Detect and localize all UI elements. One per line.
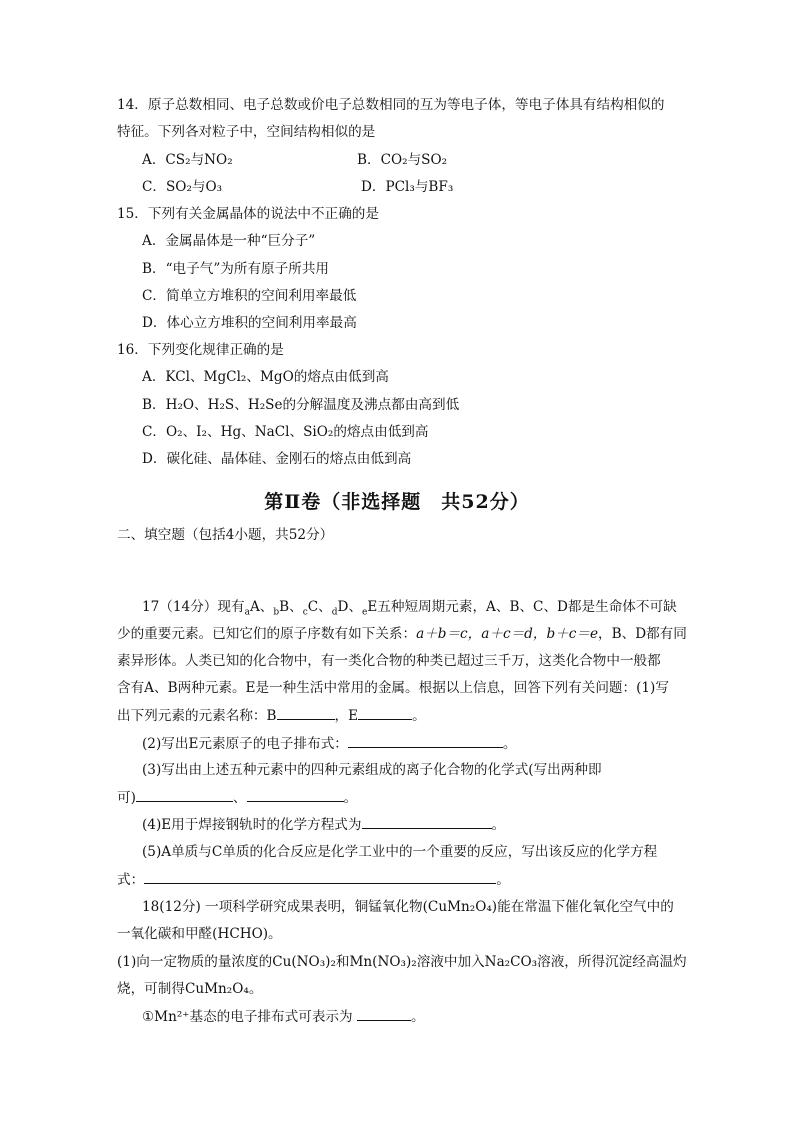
q16-option-b: B．H₂O、H₂S、H₂Se的分解温度及沸点都由高到低 xyxy=(142,397,460,413)
q16-stem: 16．下列变化规律正确的是 xyxy=(117,342,284,358)
section-2-heading: 二、填空题（包括4小题，共52分） xyxy=(117,527,334,543)
answer-blank-mn-config[interactable] xyxy=(357,1007,411,1021)
q18-line3: (1)向一定物质的量浓度的Cu(NO₃)₂和Mn(NO₃)₂溶液中加入Na₂CO₃溶液，所得沉淀经高温灼 xyxy=(117,954,687,970)
q16-option-d: D．碳化硅、晶体硅、金刚石的熔点由低到高 xyxy=(142,451,412,467)
q17-line4: 含有A、B两种元素。E是一种生活中常用的金属。根据以上信息，回答下列有关问题：(1)写 xyxy=(117,680,669,696)
q15-option-a: A．金属晶体是一种“巨分子” xyxy=(142,233,316,249)
q15-option-c: C．简单立方堆积的空间利用率最低 xyxy=(142,288,357,304)
q17-line3: 素异形体。人类已知的化合物中，有一类化合物的种类已超过三千万，这类化合物中一般都 xyxy=(117,653,661,669)
q17-part3-line1: (3)写出由上述五种元素中的四种元素组成的离子化合物的化学式(写出两种即 xyxy=(142,762,602,778)
answer-blank-compound-1[interactable] xyxy=(136,788,233,802)
q18-line4: 烧，可制得CuMn₂O₄。 xyxy=(117,981,263,997)
q15-option-b: B．“电子气”为所有原子所共用 xyxy=(142,261,330,277)
q14-option-c: C．SO₂与O₃ xyxy=(142,179,223,195)
q16-option-c: C．O₂、I₂、Hg、NaCl、SiO₂的熔点由低到高 xyxy=(142,424,429,440)
answer-blank-b[interactable] xyxy=(277,706,335,720)
q17-line5: 出下列元素的元素名称：B ，E 。 xyxy=(117,708,426,724)
q17-part2: (2)写出E元素原子的电子排布式： 。 xyxy=(142,736,517,752)
q17-part5-line2: 式： 。 xyxy=(117,872,510,888)
q14-option-d: D．PCl₃与BF₃ xyxy=(361,179,454,195)
q17-part4: (4)E用于焊接钢轨时的化学方程式为 。 xyxy=(142,817,506,833)
q14-option-a: A．CS₂与NO₂ xyxy=(142,152,233,168)
q14-stem-line1: 14．原子总数相同、电子总数或价电子总数相同的互为等电子体，等电子体具有结构相似的 xyxy=(117,97,665,113)
answer-blank-electron-config[interactable] xyxy=(348,734,503,748)
q14-stem-line2: 特征。下列各对粒子中，空间结构相似的是 xyxy=(117,124,376,140)
answer-blank-welding-equation[interactable] xyxy=(362,815,492,829)
part-2-title: 第Ⅱ卷（非选择题 共52分） xyxy=(264,491,530,513)
q17-part5-line1: (5)A单质与C单质的化合反应是化学工业中的一个重要的反应，写出该反应的化学方程 xyxy=(142,844,658,860)
answer-blank-e[interactable] xyxy=(358,706,412,720)
q17-line1: 17（14分）现有$_a$A、$_b$B、$_c$C、$_d$D、$_e$E五种短周期元素，A、B、C、D都是生命体不可缺 xyxy=(142,599,677,618)
answer-blank-compound-2[interactable] xyxy=(247,788,344,802)
q15-option-d: D．体心立方堆积的空间利用率最高 xyxy=(142,315,357,331)
q18-line1: 18(12分) 一项科学研究成果表明，铜锰氧化物(CuMn₂O₄)能在常温下催化氧化空气中的 xyxy=(142,899,674,915)
answer-blank-ac-equation[interactable] xyxy=(144,870,496,884)
q15-stem: 15．下列有关金属晶体的说法中不正确的是 xyxy=(117,206,379,222)
q18-part1-sub1: ①Mn²⁺基态的电子排布式可表示为 。 xyxy=(142,1009,425,1025)
q14-option-b: B．CO₂与SO₂ xyxy=(357,152,448,168)
q17-line2: 少的重要元素。已知它们的原子序数有如下关系：a＋b＝c，a＋c＝d，b＋c＝e，B、D都有同 xyxy=(117,626,687,642)
q17-part3-line2: 可) 、 。 xyxy=(117,790,358,806)
q18-line2: 一氧化碳和甲醛(HCHO)。 xyxy=(117,926,282,942)
q16-option-a: A．KCl、MgCl₂、MgO的熔点由低到高 xyxy=(142,369,389,385)
q17-relation: a＋b＝c，a＋c＝d，b＋c＝e xyxy=(416,626,599,642)
